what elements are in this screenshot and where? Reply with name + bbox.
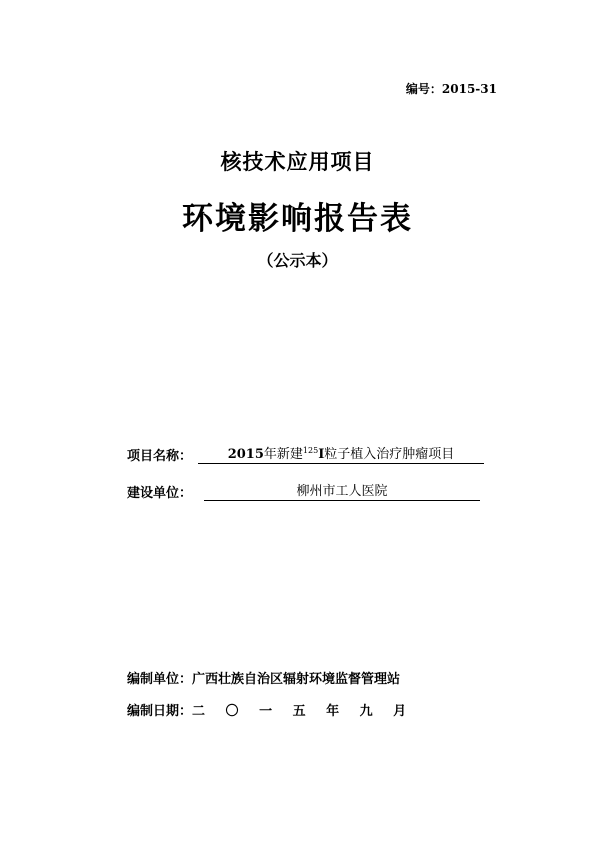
project-text-a: 年新建	[263, 447, 303, 462]
preparer-label: 编制单位：	[127, 672, 193, 687]
document-number: 编号：2015-31	[405, 82, 497, 96]
public-version-note: （公示本）	[257, 251, 338, 270]
prepared-date-label: 编制日期：	[127, 704, 193, 719]
preparer-row	[127, 668, 400, 687]
project-name-label: 项目名称：	[127, 449, 193, 464]
prepared-date-value: 二 〇 一 五 年 九 月	[192, 704, 415, 719]
isotope-mass-number: 125	[302, 446, 319, 455]
construction-unit-label: 建设单位：	[127, 486, 193, 501]
project-year: 2015	[227, 447, 264, 462]
report-subtitle: 核技术应用项目	[220, 149, 375, 174]
construction-unit-value: 柳州市工人医院	[204, 480, 480, 501]
preparer-value: 广西壮族自治区辐射环境监督管理站	[192, 672, 401, 687]
prepared-date-row	[127, 700, 414, 719]
project-text-b: 粒子植入治疗肿瘤项目	[324, 447, 455, 462]
isotope-symbol: I	[318, 447, 325, 462]
construction-unit-field	[127, 480, 480, 501]
report-title: 环境影响报告表	[182, 201, 413, 237]
project-name-value	[198, 443, 484, 464]
project-name-field	[127, 443, 484, 464]
